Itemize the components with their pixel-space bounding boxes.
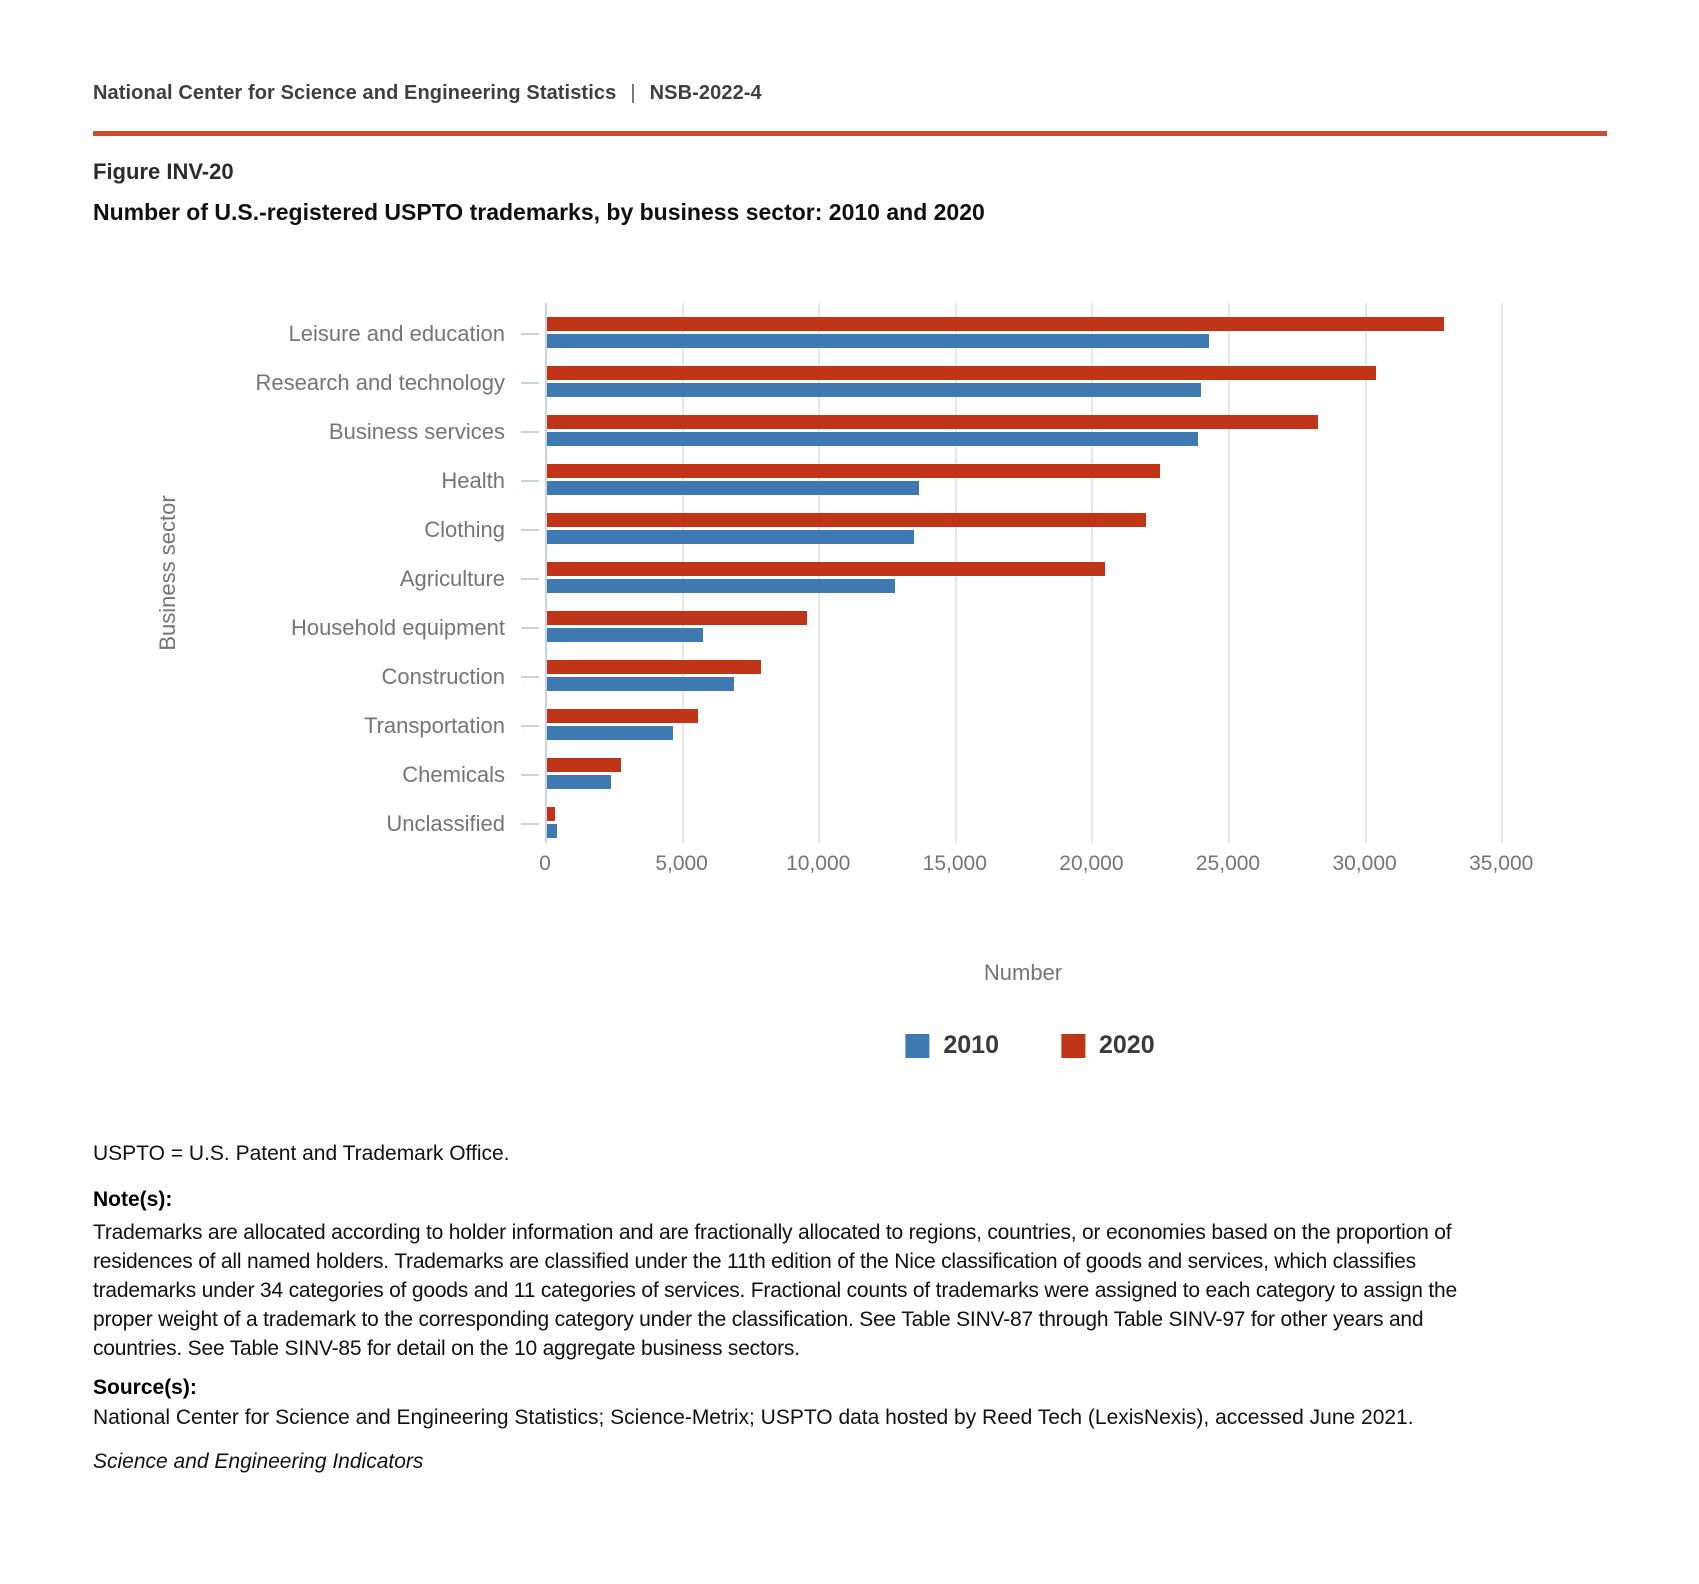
report-id: NSB-2022-4 [649, 82, 762, 104]
bar-2020-clothing [545, 513, 1146, 527]
category-label: Health [441, 467, 505, 493]
category-tick [521, 529, 539, 531]
category-label: Business services [328, 418, 505, 444]
abbreviation-note: USPTO = U.S. Patent and Trademark Office. [93, 1142, 510, 1165]
bar-2010-health [545, 481, 919, 495]
bar-2020-health [545, 464, 1160, 478]
bar-2020-agriculture [545, 562, 1105, 576]
gridline-30,000 [1365, 303, 1367, 843]
bar-2020-chemicals [545, 758, 621, 772]
category-label: Research and technology [255, 369, 505, 395]
bar-2010-transportation [545, 726, 673, 740]
bar-2020-leisure-and-education [545, 317, 1444, 331]
category-tick [521, 774, 539, 776]
category-label: Household equipment [290, 615, 505, 641]
bar-2020-business-services [545, 415, 1318, 429]
bar-2010-business-services [545, 432, 1198, 446]
legend-item-2020 [1061, 1031, 1155, 1060]
category-tick [521, 725, 539, 727]
category-tick [521, 578, 539, 580]
bar-2020-construction [545, 660, 761, 674]
figure-title: Number of U.S.-registered USPTO trademarks, by business sector: 2010 and 2020 [93, 199, 985, 225]
figure-label: Figure INV-20 [93, 159, 234, 184]
notes-text: Trademarks are allocated according to holder information and are fractionally allocated to regions, countries, or economies based on the proportion of residences of all named holders. Trademarks are classified under the 11th edition of the Nice classification of goods and services, which classifies trademarks under 34 categories of goods and 11 categories of services. Fractional counts of trademarks were assigned to each category to assign the proper weight of a trademark to the corresponding category under the classification. See Table SINV-87 through Table SINV-97 for other years and countries. See Table SINV-85 for detail on the 10 aggregate business sectors. [93, 1221, 1457, 1360]
accent-rule [93, 131, 1607, 136]
category-label: Chemicals [402, 762, 505, 788]
category-tick [521, 431, 539, 433]
bar-2020-household-equipment [545, 611, 807, 625]
bar-2010-chemicals [545, 775, 611, 789]
gridline-25,000 [1228, 303, 1230, 843]
category-tick [521, 676, 539, 678]
document-header [93, 82, 762, 105]
bar-2020-transportation [545, 709, 698, 723]
category-label: Leisure and education [288, 320, 505, 346]
x-tick-label: 0 [539, 852, 551, 875]
category-label: Clothing [424, 516, 505, 542]
category-label: Construction [381, 664, 505, 690]
x-tick-label: 15,000 [922, 852, 987, 875]
bar-2010-household-equipment [545, 628, 703, 642]
bar-2010-construction [545, 677, 734, 691]
x-tick-label: 35,000 [1469, 852, 1534, 875]
chart-legend [905, 1031, 1154, 1060]
header-separator: | [630, 82, 636, 104]
legend-label-2010: 2010 [943, 1031, 999, 1059]
notes-label: Note(s): [93, 1188, 173, 1211]
category-tick [521, 382, 539, 384]
x-tick-label: 5,000 [655, 852, 708, 875]
category-tick [521, 480, 539, 482]
category-tick [521, 823, 539, 825]
legend-swatch-2010 [905, 1034, 929, 1058]
bar-2010-research-and-technology [545, 383, 1201, 397]
source-text: National Center for Science and Engineering Statistics; Science-Metrix; USPTO data hosted by Reed Tech (LexisNexis), accessed June 2021. [93, 1406, 1414, 1429]
plot-area [545, 303, 1590, 843]
gridline-35,000 [1501, 303, 1503, 843]
bar-2010-clothing [545, 530, 914, 544]
x-tick-label: 10,000 [786, 852, 851, 875]
legend-swatch-2020 [1061, 1034, 1085, 1058]
x-tick-label: 30,000 [1332, 852, 1397, 875]
org-name: National Center for Science and Engineering Statistics [93, 82, 617, 104]
category-label: Agriculture [399, 566, 505, 591]
x-tick-label: 25,000 [1195, 852, 1261, 875]
y-axis-title: Business sector [155, 495, 180, 651]
category-tick [521, 627, 539, 629]
bar-2010-leisure-and-education [545, 334, 1209, 348]
x-axis-title: Number [983, 960, 1063, 985]
category-tick [521, 333, 539, 335]
legend-label-2020: 2020 [1099, 1031, 1155, 1059]
bar-2020-research-and-technology [545, 366, 1376, 380]
category-label: Transportation [363, 713, 505, 739]
publication-name: Science and Engineering Indicators [93, 1450, 424, 1473]
source-label: Source(s): [93, 1376, 197, 1399]
legend-item-2010 [905, 1031, 999, 1060]
x-tick-label: 20,000 [1059, 852, 1124, 875]
y-axis-line [545, 303, 547, 843]
category-label: Unclassified [386, 811, 505, 837]
bar-2010-agriculture [545, 579, 895, 593]
